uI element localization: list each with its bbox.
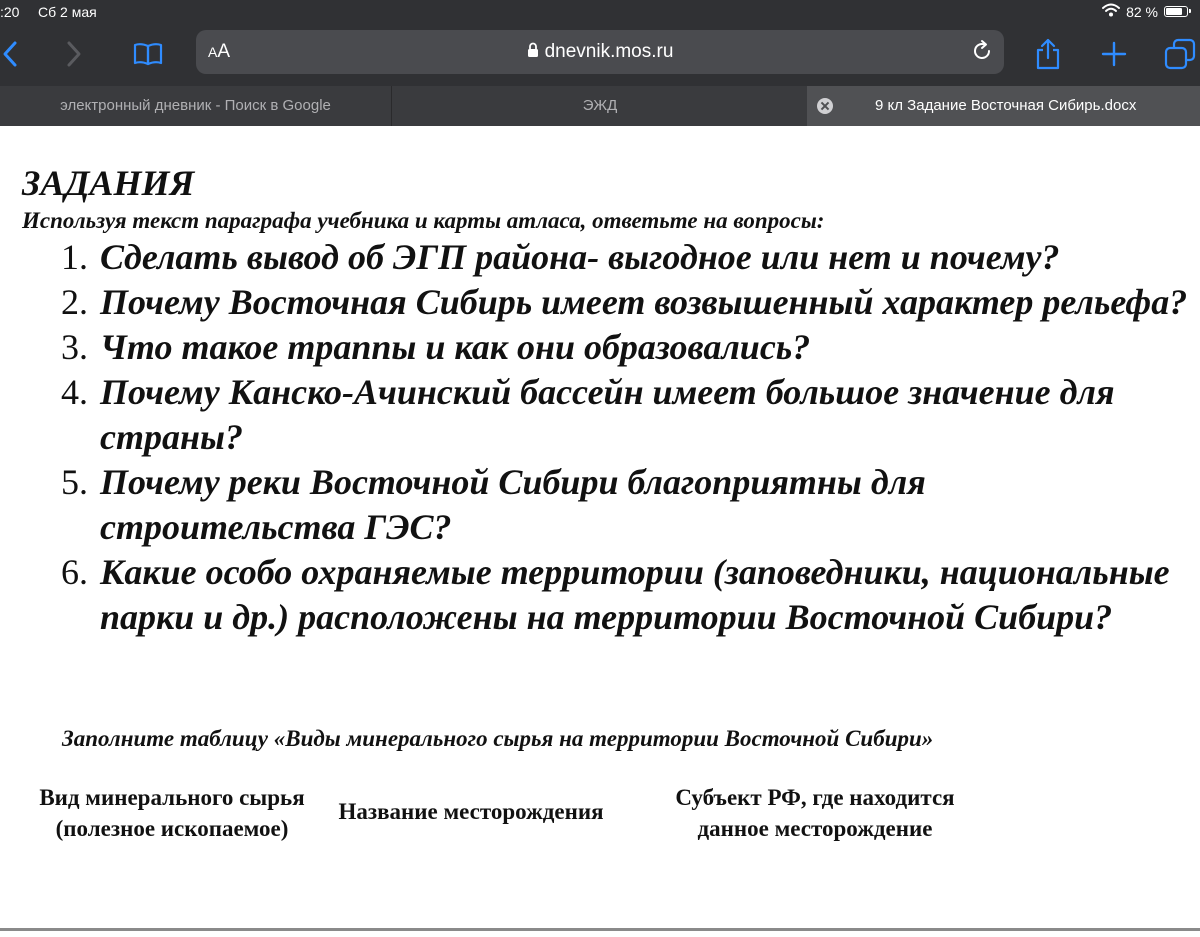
tab-ezhd[interactable]: ЭЖД [582,97,618,114]
plus-icon [1101,41,1127,67]
question-number: 5. [61,462,88,502]
document-title: ЗАДАНИЯ [22,163,195,203]
browser-toolbar [0,24,1200,86]
battery-fill [1166,8,1182,15]
back-button[interactable] [0,36,28,72]
share-icon [1035,38,1061,70]
table-header-deposit-name: Название месторождения [338,799,604,824]
question-number: 2. [61,282,88,322]
status-date: Сб 2 мая [38,4,97,20]
new-tab-button[interactable] [1096,36,1132,72]
table-instruction: Заполните таблицу «Виды минерального сырья на территории Восточной Сибири» [62,726,934,751]
question-item [0,460,1190,550]
chevron-right-icon [64,40,84,68]
question-item [0,280,1190,325]
share-button[interactable] [1030,36,1066,72]
bookmarks-button[interactable] [130,36,166,72]
close-tab-icon[interactable] [817,98,833,114]
status-time: :20 [0,4,20,20]
page-divider [0,928,1200,931]
question-text: Почему Канско-Ачинский бассейн имеет большое значение для страны? [100,372,1115,457]
question-text: Сделать вывод об ЭГП района- выгодное или нет и почему? [100,237,1060,277]
question-item [0,370,1190,460]
table-header-mineral-type: Вид минерального сырья (полезное ископаемое) [39,785,305,841]
url-text: dnevnik.mos.ru [544,41,674,62]
chevron-left-icon [0,40,20,68]
tab-strip [0,86,1200,126]
tabs-overview-button[interactable] [1162,36,1198,72]
question-item [0,325,1190,370]
question-text: Почему реки Восточной Сибири благоприятны для строительства ГЭС? [100,462,926,547]
status-bar [0,0,1200,24]
reload-button[interactable] [970,39,994,67]
wifi-icon [1102,3,1120,20]
question-number: 3. [61,327,88,367]
reader-options-button[interactable]: AA [208,41,231,62]
question-number: 4. [61,372,88,412]
tab-google-search[interactable]: электронный дневник - Поиск в Google [0,86,392,126]
questions-list [0,235,1190,640]
question-item [0,235,1190,280]
question-text: Почему Восточная Сибирь имеет возвышенный характер рельефа? [100,282,1188,322]
question-number: 1. [61,237,88,277]
status-indicators [1102,3,1188,20]
question-text: Что такое траппы и как они образовались? [100,327,811,367]
tabs-icon [1164,38,1196,70]
lock-icon [527,42,539,64]
url-field[interactable] [196,41,1004,64]
reload-icon [970,39,994,63]
battery-percent: 82 % [1126,3,1158,20]
document-page [0,126,1200,937]
battery-icon [1164,6,1188,17]
document-instruction: Используя текст параграфа учебника и карты атласа, ответьте на вопросы: [22,208,825,233]
tab-label: 9 кл Задание Восточная Сибирь.docx [875,97,1137,114]
tab-active-document[interactable] [807,86,1200,126]
book-icon [133,42,163,66]
forward-button[interactable] [56,36,92,72]
question-text: Какие особо охраняемые территории (заповедники, национальные парки и др.) расположены на территории Восточной Сибири? [100,552,1170,637]
question-item [0,550,1190,640]
table-header-region: Субъект РФ, где находится данное месторождение [675,785,955,841]
address-bar[interactable] [196,30,1004,74]
question-number: 6. [61,552,88,592]
